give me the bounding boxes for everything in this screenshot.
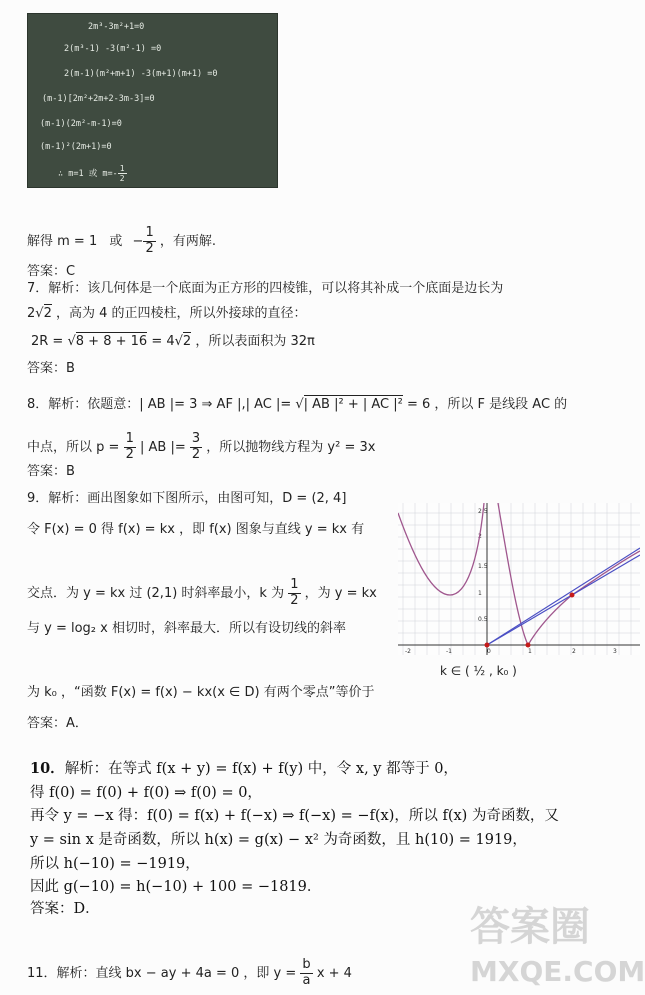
- q6-prefix: 解得 m = 1: [27, 233, 98, 249]
- q9-line-5: 为 k₀ ，“函数 F(x) = f(x) − kx(x ∈ D) 有两个零点”等价于: [27, 685, 375, 700]
- q11-frac-num: b: [302, 957, 311, 972]
- q9-line-2: 令 F(x) = 0 得 f(x) = kx ，即 f(x) 图象与直线 y = kx 有: [27, 522, 365, 537]
- x-tick-label: 2: [572, 648, 576, 655]
- point-2-1: [570, 593, 575, 598]
- q6-minus: −: [132, 233, 144, 249]
- q10-line-1-text: 解析：在等式 f(x + y) = f(x) + f(y) 中，令 x, y 都等于 0，: [64, 761, 458, 777]
- q6-frac-num: 1: [145, 225, 154, 240]
- q10-line-5: 所以 h(−10) = −1919，: [30, 856, 200, 872]
- photo-line-3: 2(m-1)(m²+m+1) -3(m+1)(m+1) =0: [64, 69, 218, 79]
- q8-line-2-a: 中点，所以: [27, 439, 93, 455]
- q9-line-3-a: 交点．为 y = kx 过 (2,1) 时斜率最小，k 为: [27, 585, 285, 601]
- q10-line-4: y = sin x 是奇函数，所以 h(x) = g(x) − x² 为奇函数，且 h(10) = 1919，: [30, 832, 527, 848]
- q7-line-2: 2√2 ，高为 4 的正四棱柱，所以外接球的直径：: [27, 306, 307, 321]
- q7-radicand: 2: [43, 306, 52, 321]
- q8-frac2-num: 3: [191, 431, 201, 446]
- photo-line-7-text: ∴ m=1 或 m=-: [58, 169, 118, 180]
- q6-frac-den: 2: [145, 240, 154, 256]
- y-tick-label: 2.5: [478, 508, 488, 515]
- q10-number: 10．: [30, 760, 65, 777]
- origin-point: [485, 643, 490, 648]
- q7-eq-radicand: 8 + 8 + 16: [75, 334, 148, 349]
- q11-prefix: 11．解析：直线 bx − ay + 4a = 0 ，即: [27, 965, 270, 981]
- photo-frac-num: 1: [119, 164, 125, 173]
- q7-coef: 2: [27, 306, 36, 321]
- q8-line-2-b: ，所以抛物线方程为 y² = 3x: [206, 439, 376, 455]
- q8-mid: | AB |=: [140, 439, 186, 455]
- q10-line-1: [30, 757, 458, 778]
- q7-line-2-text: ，高为 4 的正四棱柱，所以外接球的直径：: [56, 306, 307, 321]
- q6-or: 或: [109, 233, 123, 249]
- q6-conclusion: [27, 226, 216, 257]
- y-tick-label: 2: [478, 533, 482, 540]
- x-tick-label: 0: [487, 648, 491, 655]
- photo-line-7: [58, 164, 127, 183]
- graph-background: [398, 503, 640, 655]
- q8-p: p =: [96, 439, 120, 455]
- point-1-0: [526, 643, 531, 648]
- q11-line: [27, 958, 352, 989]
- q8-line-1-b: = 6: [406, 397, 431, 412]
- q9-line-3-b: ，为 y = kx: [304, 585, 377, 601]
- x-tick-label: -1: [446, 648, 452, 655]
- watermark-logo: 答案圈: [470, 904, 590, 950]
- q8-frac1-num: 1: [125, 431, 134, 446]
- q9-frac-den: 2: [290, 592, 299, 608]
- q7-answer: 答案：B: [27, 361, 75, 376]
- q11-suffix: x + 4: [316, 965, 352, 981]
- q6-answer: 答案：C: [27, 264, 76, 279]
- x-tick-label: -2: [405, 648, 411, 655]
- q10-answer: 答案：D．: [30, 901, 100, 917]
- q9-k-range: k ∈ ( ½ , k₀ ): [440, 664, 517, 678]
- q8-line-2: [27, 432, 375, 463]
- q8-frac2-den: 2: [191, 446, 201, 462]
- y-tick-label: 0.5: [478, 616, 488, 623]
- q8-answer: 答案：B: [27, 464, 75, 479]
- q9-frac-num: 1: [290, 577, 299, 592]
- photo-line-2: 2(m³-1) -3(m²-1) =0: [64, 44, 162, 54]
- q9-line-1: 9．解析：画出图象如下图所示，由图可知，D = (2, 4]: [27, 491, 347, 506]
- q7-eq-lhs: 2R =: [31, 334, 64, 349]
- q7-line-1: 7．解析：该几何体是一个底面为正方形的四棱锥，可以将其补成一个底面是边长为: [27, 281, 504, 296]
- q8-line-1-c: ，所以 F 是线段 AC 的: [434, 397, 568, 412]
- q11-frac-den: a: [302, 972, 311, 988]
- photo-line-5: (m-1)(2m²-m-1)=0: [40, 119, 122, 129]
- q6-suffix: ，有两解.: [159, 233, 216, 249]
- photo-line-6: (m-1)²(2m+1)=0: [40, 142, 112, 152]
- y-tick-label: 1: [478, 590, 482, 597]
- q11-y: y =: [273, 965, 297, 981]
- q7-eq-rhs: = 4: [151, 334, 175, 349]
- q9-line-3: [27, 578, 377, 609]
- q8-line-1: 8．解析：依题意：| AB |= 3 ⇒ AF |,| AC |= √| AB |² + | AC |² = 6 ，所以 F 是线段 AC 的: [27, 397, 568, 412]
- q10-line-6: 因此 g(−10) = h(−10) + 100 = −1819．: [30, 879, 322, 895]
- q7-eq-rhs-radicand: 2: [182, 334, 192, 349]
- handwritten-photo: [27, 13, 278, 188]
- photo-line-4: (m-1)[2m²+2m+2-3m-3]=0: [42, 94, 155, 104]
- q10-line-3: 再令 y = −x 得：f(0) = f(x) + f(−x) ⇒ f(−x) = −f(x)，所以 f(x) 为奇函数，又: [30, 808, 559, 824]
- q9-line-4: 与 y = log₂ x 相切时，斜率最大．所以有设切线的斜率: [27, 621, 346, 636]
- q8-line-1-a: 8．解析：依题意：| AB |= 3 ⇒ AF |,| AC |=: [27, 397, 292, 412]
- q9-answer: 答案：A．: [27, 716, 88, 731]
- q7-eq-area: ，所以表面积为 32π: [195, 334, 315, 349]
- q10-line-2: 得 f(0) = f(0) + f(0) ⇒ f(0) = 0，: [30, 785, 262, 801]
- watermark-url: MXQE.COM: [470, 955, 645, 988]
- photo-line-1: 2m³-3m²+1=0: [88, 22, 145, 32]
- x-tick-label: 1: [528, 648, 532, 655]
- photo-frac-den: 2: [119, 174, 125, 184]
- function-graph: [398, 503, 640, 655]
- q8-frac1-den: 2: [125, 446, 134, 462]
- x-tick-label: 3: [613, 648, 617, 655]
- q8-radicand: | AB |² + | AC |²: [303, 397, 403, 412]
- q7-equation: 2R = √8 + 8 + 16 = 4√2 ，所以表面积为 32π: [31, 334, 315, 349]
- y-tick-label: 1.5: [478, 563, 488, 570]
